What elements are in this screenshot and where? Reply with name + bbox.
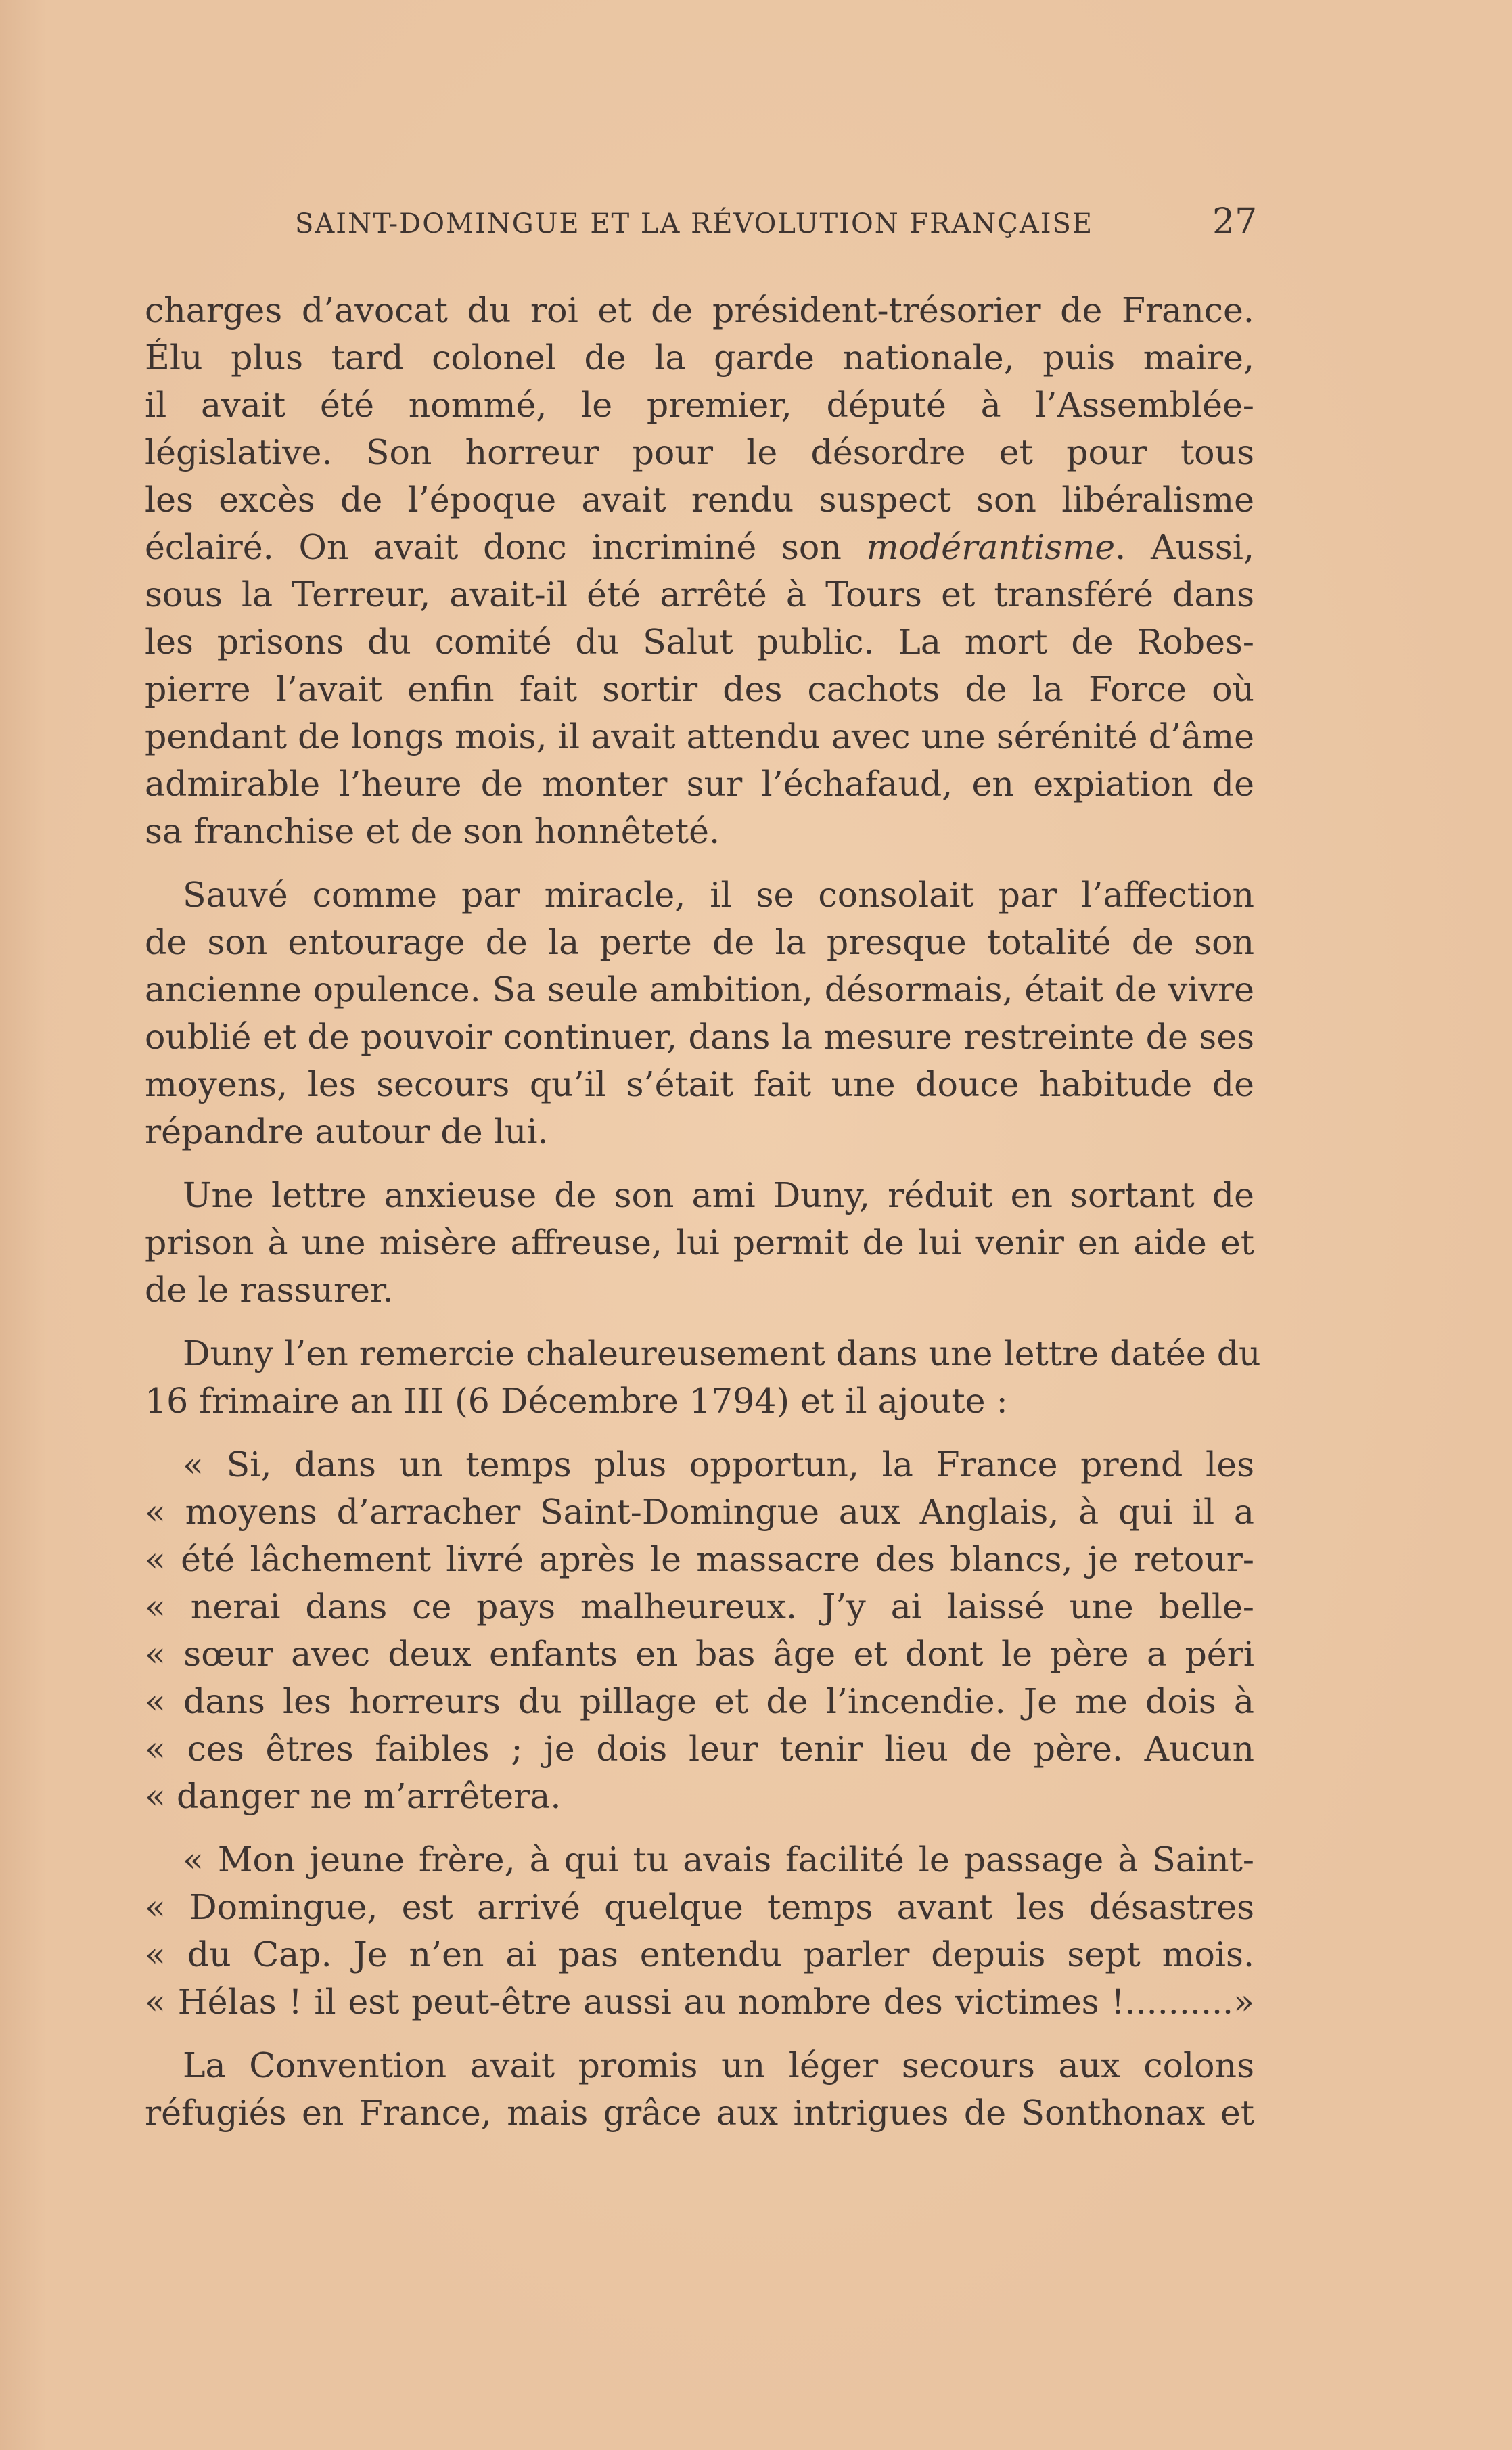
- quoted-letter-part-2: [145, 1836, 1254, 2026]
- quoted-letter-part-1: [145, 1441, 1254, 1820]
- quote-line: « sœur avec deux enfants en bas âge et dont le père a péri: [145, 1634, 1254, 1674]
- text-line: moyens, les secours qu’il s’était fait une douce habitude de: [145, 1064, 1254, 1104]
- text-line: de le rassurer.: [145, 1270, 394, 1310]
- text-line: de son entourage de la perte de la presque totalité de son: [145, 922, 1254, 962]
- text-line-with-italic: [145, 524, 1254, 571]
- text-line: Duny l’en remercie chaleureusement dans une lettre datée du: [183, 1334, 1261, 1374]
- text-line: pierre l’avait enfin fait sortir des cachots de la Force où: [145, 669, 1254, 709]
- quote-line: « moyens d’arracher Saint-Domingue aux Anglais, à qui il a: [145, 1492, 1254, 1532]
- quote-line: « du Cap. Je n’en ai pas entendu parler depuis sept mois.: [145, 1934, 1254, 1974]
- text-line: pendant de longs mois, il avait attendu avec une sérénité d’âme: [145, 717, 1254, 756]
- quote-line: « Hélas ! il est peut-être aussi au nombre des victimes !..........»: [145, 1982, 1254, 2022]
- text-line: oublié et de pouvoir continuer, dans la mesure restreinte de ses: [145, 1017, 1254, 1057]
- quote-line: « Mon jeune frère, à qui tu avais facilité le passage à Saint-: [183, 1840, 1254, 1880]
- paragraph-2: [145, 871, 1254, 1156]
- text-line: La Convention avait promis un léger secours aux colons: [183, 2045, 1254, 2085]
- text-line: charges d’avocat du roi et de président-trésorier de France.: [145, 290, 1254, 330]
- text-line: prison à une misère affreuse, lui permit de lui venir en aide et: [145, 1223, 1254, 1263]
- text-line: les prisons du comité du Salut public. La mort de Robes-: [145, 622, 1254, 662]
- text-line: répandre autour de lui.: [145, 1112, 549, 1152]
- text-line: Une lettre anxieuse de son ami Duny, réduit en sortant de: [183, 1175, 1254, 1215]
- quote-line: « danger ne m’arrêtera.: [145, 1776, 562, 1816]
- text-line: 16 frimaire an III (6 Décembre 1794) et il ajoute :: [145, 1381, 1008, 1421]
- quote-line: « Domingue, est arrivé quelque temps avant les désastres: [145, 1887, 1254, 1927]
- text-line: réfugiés en France, mais grâce aux intrigues de Sonthonax et: [145, 2093, 1254, 2133]
- running-header: SAINT-DOMINGUE ET LA RÉVOLUTION FRANÇAISE: [295, 208, 1094, 240]
- text-line: admirable l’heure de monter sur l’échafaud, en expiation de: [145, 764, 1254, 804]
- quote-line: « été lâchement livré après le massacre des blancs, je retour-: [145, 1539, 1254, 1579]
- quote-line: « Si, dans un temps plus opportun, la France prend les: [183, 1445, 1254, 1484]
- text-line: ancienne opulence. Sa seule ambition, désormais, était de vivre: [145, 970, 1254, 1010]
- text-line: il avait été nommé, le premier, député à l’Assemblée-: [145, 385, 1254, 425]
- text-line: sous la Terreur, avait-il été arrêté à Tours et transféré dans: [145, 574, 1254, 614]
- text-line: Sauvé comme par miracle, il se consolait par l’affection: [183, 875, 1254, 915]
- text-line: Élu plus tard colonel de la garde nationale, puis maire,: [145, 338, 1254, 378]
- text-line: sa franchise et de son honnêteté.: [145, 811, 720, 851]
- paragraph-1: [145, 287, 1254, 855]
- body-text: [145, 287, 1261, 2137]
- italic-term: modérantisme: [866, 527, 1116, 567]
- quote-line: « nerai dans ce pays malheureux. J’y ai laissé une belle-: [145, 1587, 1254, 1627]
- paragraph-5: [145, 2042, 1254, 2137]
- text-segment: éclairé. On avait donc incriminé son: [145, 527, 842, 567]
- paragraph-4: [145, 1330, 1261, 1425]
- quote-line: « ces êtres faibles ; je dois leur tenir lieu de père. Aucun: [145, 1729, 1254, 1769]
- page-number: 27: [1212, 202, 1258, 242]
- quote-line: « dans les horreurs du pillage et de l’incendie. Je me dois à: [145, 1681, 1254, 1721]
- paragraph-3: [145, 1172, 1254, 1314]
- text-line: les excès de l’époque avait rendu suspect son libéralisme: [145, 480, 1254, 520]
- text-segment: . Aussi,: [1115, 527, 1254, 567]
- text-line: législative. Son horreur pour le désordre et pour tous: [145, 432, 1254, 472]
